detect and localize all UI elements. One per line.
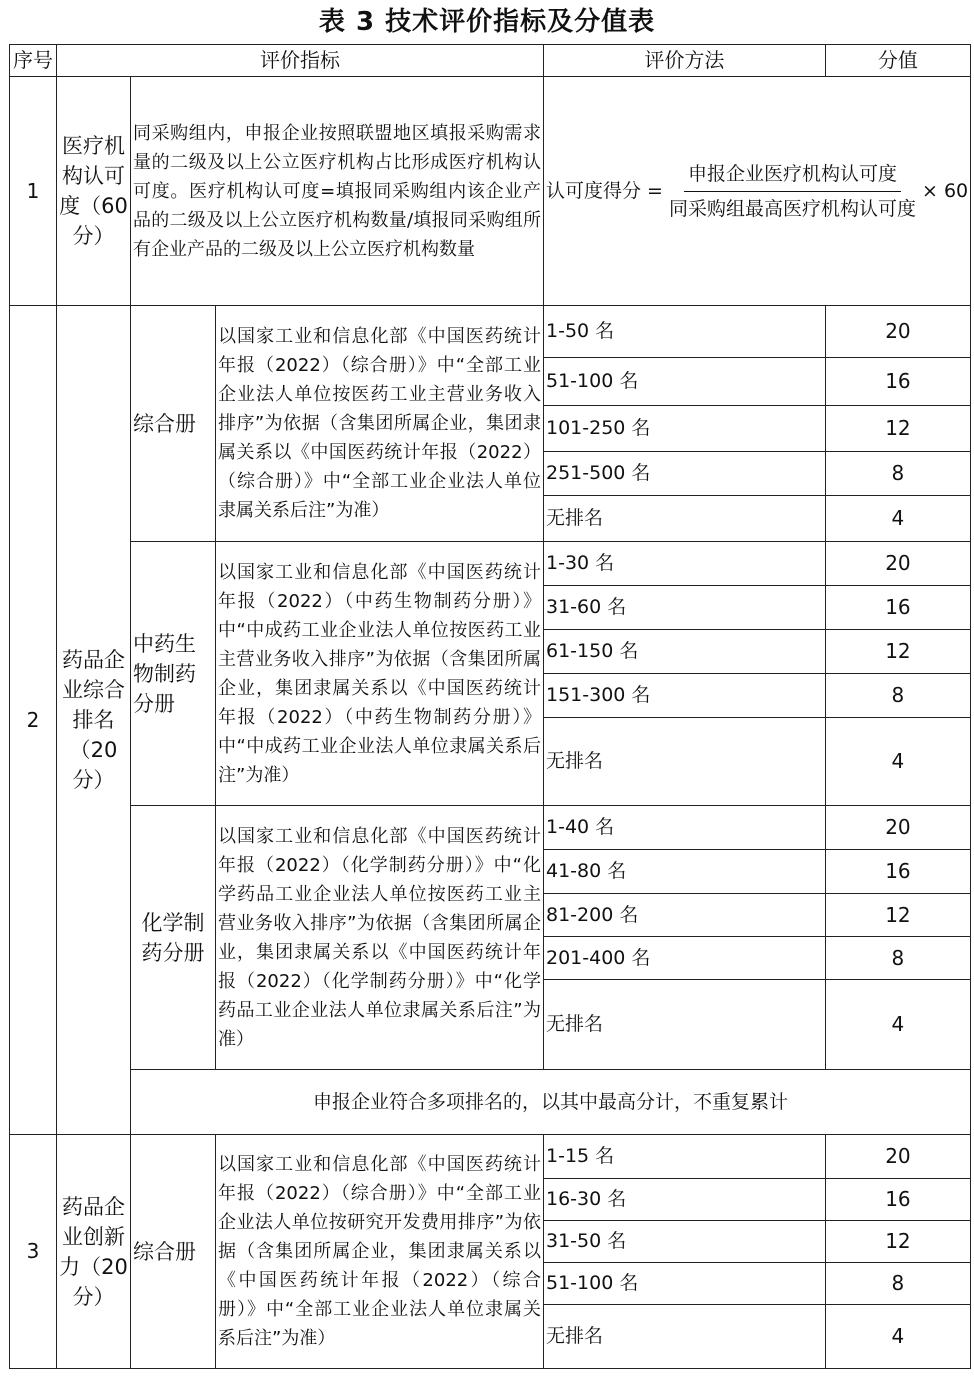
tier-range: 31-50 名: [544, 1221, 826, 1263]
tier-score: 20: [825, 306, 970, 358]
row2-group-name: 中药生物制药分册: [131, 542, 216, 806]
row1-seq: 1: [10, 77, 57, 306]
row-1: [10, 77, 971, 306]
row3-indicator: 药品企业创新力（20分）: [57, 1135, 131, 1369]
tier-range: 无排名: [544, 1305, 826, 1369]
tier-range: 251-500 名: [544, 452, 826, 496]
formula-fraction: [665, 161, 920, 222]
tier-range: 1-50 名: [544, 306, 826, 358]
tier-score: 4: [825, 1305, 970, 1369]
row2-group-name: 综合册: [131, 306, 216, 542]
tier-score: 16: [825, 358, 970, 406]
table-row: [10, 1135, 971, 1179]
table-row: [10, 1070, 971, 1135]
header-method: 评价方法: [544, 45, 826, 77]
tier-score: 16: [825, 586, 970, 630]
tier-range: 无排名: [544, 496, 826, 542]
tier-range: 无排名: [544, 980, 826, 1070]
tier-score: 12: [825, 630, 970, 674]
header-row: [10, 45, 971, 77]
tier-score: 4: [825, 718, 970, 806]
row1-formula-cell: [544, 77, 971, 306]
row1-description: 同采购组内，申报企业按照联盟地区填报采购需求量的二级及以上公立医疗机构占比形成医疗机构认可度。医疗机构认可度=填报同采购组内该企业产品的二级及以上公立医疗机构数量/填报同采购组所有企业产品的二级及以上公立医疗机构数量: [131, 77, 544, 306]
table-row: [10, 306, 971, 358]
header-score: 分值: [825, 45, 970, 77]
formula-denominator: 同采购组最高医疗机构认可度: [668, 197, 916, 220]
tier-range: 无排名: [544, 718, 826, 806]
tier-range: 41-80 名: [544, 850, 826, 894]
tier-range: 51-100 名: [544, 358, 826, 406]
row3-group-name: 综合册: [131, 1135, 216, 1369]
tier-score: 8: [825, 452, 970, 496]
row1-indicator: 医疗机构认可度（60分）: [57, 77, 131, 306]
tier-range: 1-30 名: [544, 542, 826, 586]
tier-score: 12: [825, 406, 970, 452]
row2-group-description: 以国家工业和信息化部《中国医药统计年报（2022）（综合册）》中“全部工业企业法人单位按医药工业主营业务收入排序”为依据（含集团所属企业，集团隶属关系以《中国医药统计年报（2022）（综合册）》中“全部工业企业法人单位隶属关系后注”为准）: [216, 306, 544, 542]
tier-score: 20: [825, 806, 970, 850]
tier-range: 16-30 名: [544, 1179, 826, 1221]
table-title: 表 3 技术评价指标及分值表: [318, 7, 656, 37]
row2-group-description: 以国家工业和信息化部《中国医药统计年报（2022）（中药生物制药分册）》中“中成药工业企业法人单位按医药工业主营业务收入排序”为依据（含集团所属企业，集团隶属关系以《中国医药统计年报（2022）（中药生物制药分册）》中“中成药工业企业法人单位隶属关系后注”为准）: [216, 542, 544, 806]
tier-range: 201-400 名: [544, 937, 826, 980]
header-indicator: 评价指标: [57, 45, 544, 77]
tier-score: 16: [825, 1179, 970, 1221]
formula-numerator: 申报企业医疗机构认可度: [684, 161, 901, 192]
row3-seq: 3: [10, 1135, 57, 1369]
tier-range: 1-15 名: [544, 1135, 826, 1179]
row3-group-description: 以国家工业和信息化部《中国医药统计年报（2022）（综合册）》中“全部工业企业法人单位按研究开发费用排序”为依据（含集团所属企业，集团隶属关系以《中国医药统计年报（2022）（综合册）》中“全部工业企业法人单位隶属关系后注”为准）: [216, 1135, 544, 1369]
tier-range: 51-100 名: [544, 1263, 826, 1305]
row2-seq: 2: [10, 306, 57, 1135]
tier-range: 81-200 名: [544, 894, 826, 937]
header-seq: 序号: [10, 45, 57, 77]
tier-range: 1-40 名: [544, 806, 826, 850]
tier-score: 12: [825, 1221, 970, 1263]
tier-score: 8: [825, 937, 970, 980]
row2-group-description: 以国家工业和信息化部《中国医药统计年报（2022）（化学制药分册）》中“化学药品工业企业法人单位按医药工业主营业务收入排序”为依据（含集团所属企业，集团隶属关系以《中国医药统计年报（2022）（化学制药分册）》中“化学药品工业企业法人单位隶属关系后注”为准）: [216, 806, 544, 1070]
row2-group-name: 化学制药分册: [131, 806, 216, 1070]
row2-indicator: 药品企业综合排名（20分）: [57, 306, 131, 1135]
formula-left: 认可度得分 =: [546, 179, 663, 202]
tier-score: 8: [825, 1263, 970, 1305]
row2-note: 申报企业符合多项排名的，以其中最高分计，不重复累计: [131, 1070, 971, 1135]
tier-score: 8: [825, 674, 970, 718]
tier-range: 151-300 名: [544, 674, 826, 718]
row1-formula: [546, 161, 968, 222]
tier-score: 4: [825, 980, 970, 1070]
tier-range: 61-150 名: [544, 630, 826, 674]
evaluation-table: [9, 44, 971, 1369]
tier-score: 12: [825, 894, 970, 937]
tier-score: 20: [825, 542, 970, 586]
tier-score: 20: [825, 1135, 970, 1179]
tier-score: 4: [825, 496, 970, 542]
tier-range: 101-250 名: [544, 406, 826, 452]
tier-range: 31-60 名: [544, 586, 826, 630]
table-row: [10, 806, 971, 850]
tier-score: 16: [825, 850, 970, 894]
table-row: [10, 542, 971, 586]
formula-right: × 60: [921, 179, 969, 202]
